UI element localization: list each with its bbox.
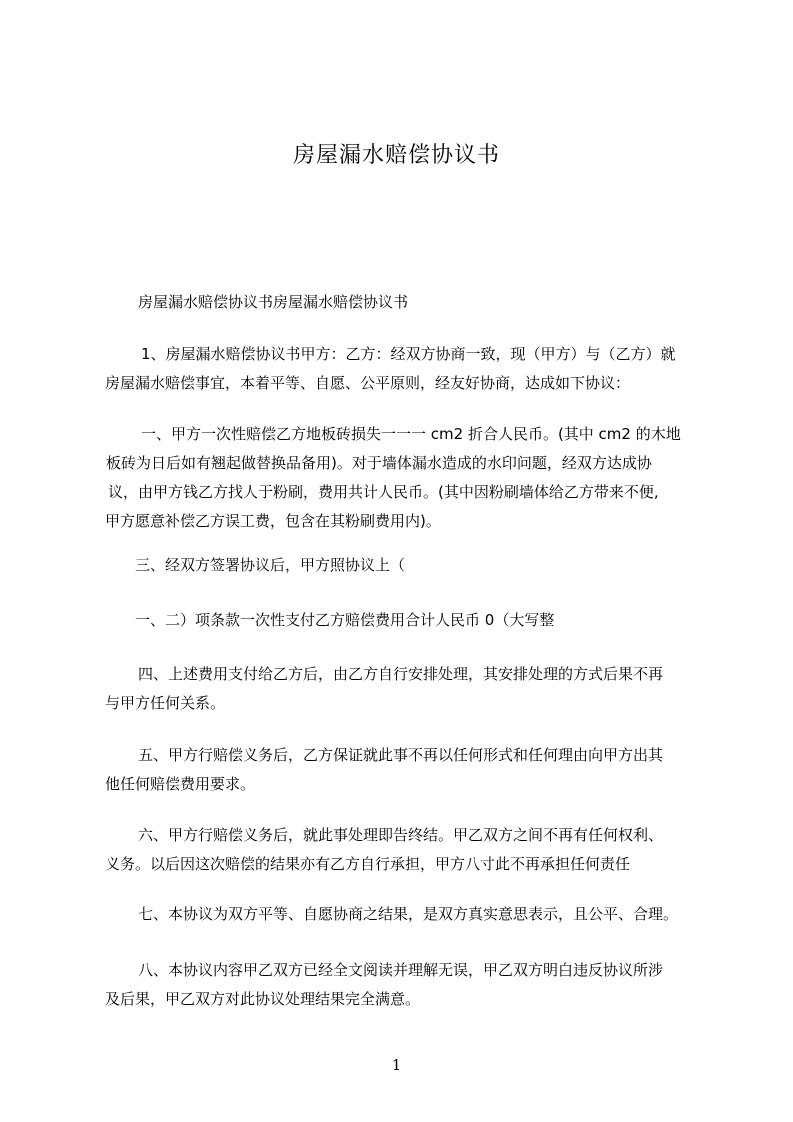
paragraph-line: 甲方愿意补偿乙方误工费，包含在其粉刷费用内)。 bbox=[105, 512, 441, 530]
paragraph-line: 义务。以后因这次赔偿的结果亦有乙方自行承担，甲方八寸此不再承担任何责任 bbox=[105, 855, 631, 873]
paragraph-clause-4 bbox=[105, 660, 717, 718]
paragraph-line: 议，由甲方钱乙方找人于粉刷，费用共计人民币。(其中因粉刷墙体给乙方带来不便, bbox=[108, 483, 659, 501]
paragraph-line: 七、本协议为双方平等、自愿协商之结果，是双方真实意思表示，且公平、合理。 bbox=[138, 905, 679, 923]
page-number: 1 bbox=[391, 1056, 402, 1074]
paragraph-line: 八、本协议内容甲乙双方已经全文阅读并理解无误，甲乙双方明白违反协议所涉 bbox=[138, 961, 664, 979]
paragraph-line: 五、甲方行赔偿义务后，乙方保证就此事不再以任何形式和任何理由向甲方出其 bbox=[138, 746, 664, 764]
paragraph-line: 与甲方任何关系。 bbox=[105, 694, 226, 712]
paragraph-clause-payment bbox=[105, 606, 717, 635]
paragraph-line: 他任何赔偿费用要求。 bbox=[105, 775, 256, 793]
paragraph-line: 一、二）项条款一次性支付乙方赔偿费用合计人民币 0（大写整 bbox=[135, 611, 555, 629]
paragraph-clause-1 bbox=[105, 340, 717, 398]
paragraph-line: 四、上述费用支付给乙方后，由乙方自行安排处理，其安排处理的方式后果不再 bbox=[138, 665, 664, 683]
paragraph-line: 一、甲方一次性赔偿乙方地板砖损失一一一 cm2 折合人民币。(其中 cm2 的木地 bbox=[141, 425, 681, 443]
paragraph-line: 六、甲方行赔偿义务后，就此事处理即告终结。甲乙双方之间不再有任何权利、 bbox=[138, 826, 664, 844]
paragraph-line: 房屋漏水赔偿协议书房屋漏水赔偿协议书 bbox=[138, 293, 409, 311]
paragraph-heading-repeat bbox=[105, 288, 717, 317]
paragraph-clause-compensation bbox=[105, 420, 717, 536]
paragraph-clause-6 bbox=[105, 821, 717, 879]
paragraph-clause-8 bbox=[105, 956, 717, 1014]
paragraph-line: 1、房屋漏水赔偿协议书甲方：乙方：经双方协商一致，现（甲方）与（乙方）就 bbox=[141, 345, 676, 363]
document-title: 房屋漏水赔偿协议书 bbox=[292, 143, 500, 168]
paragraph-clause-7 bbox=[105, 900, 717, 929]
paragraph-line: 板砖为日后如有翘起做替换品备用)。对于墙体漏水造成的水印问题，经双方达成协 bbox=[106, 454, 652, 472]
paragraph-line: 三、经双方签署协议后，甲方照协议上（ bbox=[135, 556, 406, 574]
paragraph-clause-3 bbox=[105, 551, 717, 580]
paragraph-line: 及后果，甲乙双方对此协议处理结果完全满意。 bbox=[105, 990, 421, 1008]
paragraph-clause-5 bbox=[105, 741, 717, 799]
paragraph-line: 房屋漏水赔偿事宜，本着平等、自愿、公平原则，经友好协商，达成如下协议： bbox=[105, 374, 631, 392]
